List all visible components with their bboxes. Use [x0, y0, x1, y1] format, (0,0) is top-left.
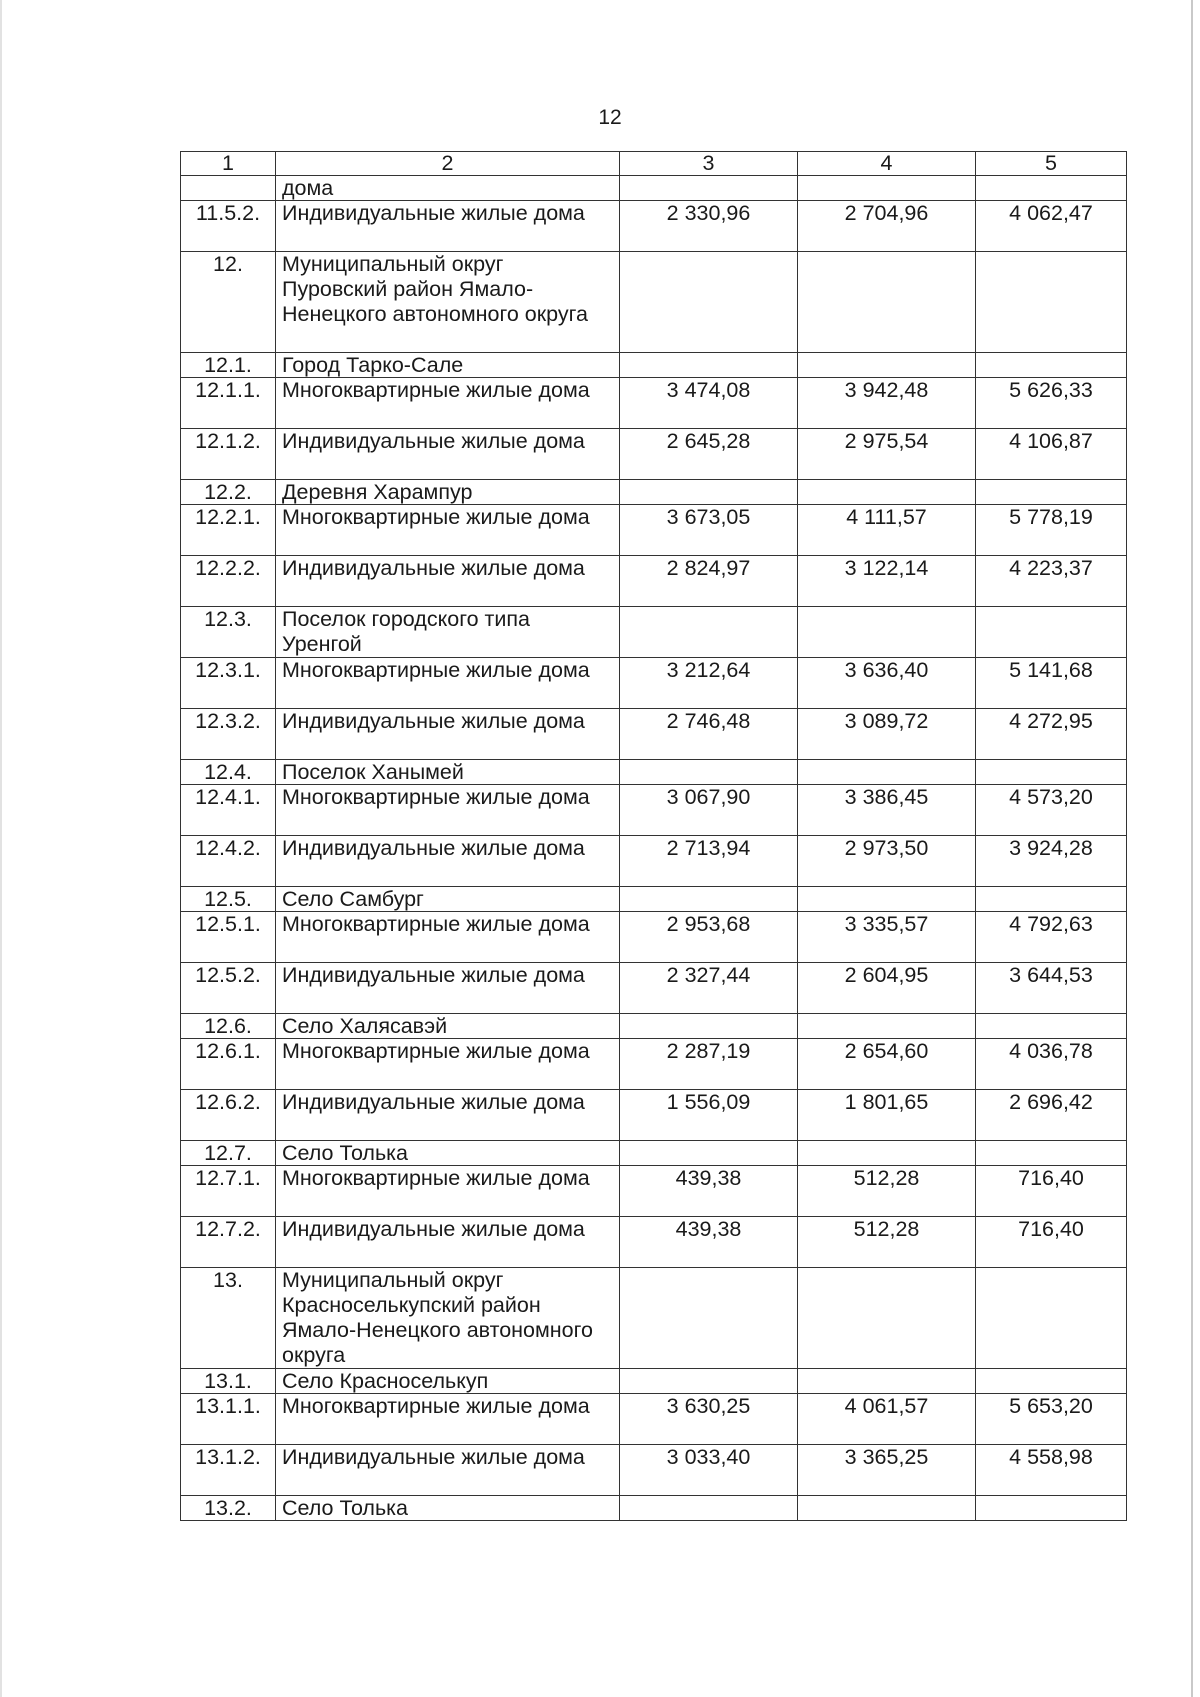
- cell-code: 12.6.2.: [181, 1090, 276, 1141]
- cell-value-5: 5 778,19: [976, 505, 1127, 556]
- cell-value-5: [976, 1268, 1127, 1369]
- cell-code: 12.7.2.: [181, 1217, 276, 1268]
- cell-value-4: 2 654,60: [798, 1039, 976, 1090]
- cell-value-3: [620, 252, 798, 353]
- cell-code: [181, 176, 276, 201]
- cell-name: Многоквартирные жилые дома: [276, 378, 620, 429]
- cell-name: Индивидуальные жилые дома: [276, 201, 620, 252]
- cell-value-3: [620, 1369, 798, 1394]
- table-row: [181, 785, 1127, 836]
- cell-name: Индивидуальные жилые дома: [276, 963, 620, 1014]
- cell-name: Многоквартирные жилые дома: [276, 1166, 620, 1217]
- cell-value-4: [798, 607, 976, 658]
- cell-value-4: [798, 887, 976, 912]
- table-row: [181, 1217, 1127, 1268]
- cell-value-5: 4 036,78: [976, 1039, 1127, 1090]
- cell-name: Село Толька: [276, 1496, 620, 1521]
- cell-code: 12.7.: [181, 1141, 276, 1166]
- header-cell-4: 4: [798, 152, 976, 176]
- cell-name: Село Халясавэй: [276, 1014, 620, 1039]
- table-row: [181, 760, 1127, 785]
- table-row: [181, 912, 1127, 963]
- cell-name: Индивидуальные жилые дома: [276, 836, 620, 887]
- cell-value-4: 3 089,72: [798, 709, 976, 760]
- cell-name: Многоквартирные жилые дома: [276, 785, 620, 836]
- cell-value-5: 4 062,47: [976, 201, 1127, 252]
- cell-code: 12.4.1.: [181, 785, 276, 836]
- cell-value-4: [798, 760, 976, 785]
- table-row: [181, 607, 1127, 658]
- table-row: [181, 1090, 1127, 1141]
- cell-value-4: [798, 1496, 976, 1521]
- cell-name: Поселок Ханымей: [276, 760, 620, 785]
- cell-value-5: 4 558,98: [976, 1445, 1127, 1496]
- scan-right-edge: [1191, 0, 1193, 1697]
- cell-value-4: 3 365,25: [798, 1445, 976, 1496]
- cell-code: 12.: [181, 252, 276, 353]
- table-row: [181, 963, 1127, 1014]
- header-cell-5: 5: [976, 152, 1127, 176]
- cell-value-3: 3 212,64: [620, 658, 798, 709]
- cell-name: Муниципальный округ Красноселькупский район Ямало-Ненецкого автономного округа: [276, 1268, 620, 1369]
- cell-name: Индивидуальные жилые дома: [276, 709, 620, 760]
- cell-value-4: 2 973,50: [798, 836, 976, 887]
- scan-left-edge: [0, 0, 2, 1697]
- cell-code: 12.1.: [181, 353, 276, 378]
- table-row: [181, 709, 1127, 760]
- table-row: [181, 252, 1127, 353]
- cell-value-3: [620, 887, 798, 912]
- cell-value-5: 5 626,33: [976, 378, 1127, 429]
- cell-value-5: 716,40: [976, 1217, 1127, 1268]
- cell-name: Муниципальный округ Пуровский район Ямало-Ненецкого автономного округа: [276, 252, 620, 353]
- cell-value-5: [976, 1369, 1127, 1394]
- table-row: [181, 429, 1127, 480]
- cell-value-5: [976, 480, 1127, 505]
- cell-value-4: [798, 1014, 976, 1039]
- cell-value-4: 4 111,57: [798, 505, 976, 556]
- cell-value-4: 2 604,95: [798, 963, 976, 1014]
- table-row: [181, 1039, 1127, 1090]
- cell-value-5: 4 106,87: [976, 429, 1127, 480]
- table-row: [181, 201, 1127, 252]
- cell-value-4: 2 975,54: [798, 429, 976, 480]
- cell-value-5: 5 141,68: [976, 658, 1127, 709]
- table-row: [181, 1141, 1127, 1166]
- cell-code: 13.: [181, 1268, 276, 1369]
- cell-code: 12.4.2.: [181, 836, 276, 887]
- cell-value-4: 4 061,57: [798, 1394, 976, 1445]
- cell-value-4: [798, 1141, 976, 1166]
- cell-value-4: 1 801,65: [798, 1090, 976, 1141]
- cell-name: Многоквартирные жилые дома: [276, 1039, 620, 1090]
- cell-value-3: 439,38: [620, 1166, 798, 1217]
- table-row: [181, 1166, 1127, 1217]
- table-row: [181, 887, 1127, 912]
- cell-code: 12.1.1.: [181, 378, 276, 429]
- cell-code: 12.4.: [181, 760, 276, 785]
- cell-value-5: 4 272,95: [976, 709, 1127, 760]
- cell-value-4: [798, 176, 976, 201]
- cell-name: Село Толька: [276, 1141, 620, 1166]
- cell-name: Город Тарко-Сале: [276, 353, 620, 378]
- header-cell-3: 3: [620, 152, 798, 176]
- cell-value-5: 3 644,53: [976, 963, 1127, 1014]
- cell-code: 12.3.2.: [181, 709, 276, 760]
- cell-value-3: 3 067,90: [620, 785, 798, 836]
- cell-value-3: [620, 353, 798, 378]
- cell-code: 13.1.1.: [181, 1394, 276, 1445]
- cell-value-5: 716,40: [976, 1166, 1127, 1217]
- cell-value-4: 3 942,48: [798, 378, 976, 429]
- cell-name: Многоквартирные жилые дома: [276, 505, 620, 556]
- cell-name: Деревня Харампур: [276, 480, 620, 505]
- cell-value-5: 4 223,37: [976, 556, 1127, 607]
- cell-value-4: 512,28: [798, 1217, 976, 1268]
- cell-value-3: [620, 1268, 798, 1369]
- cell-name: Многоквартирные жилые дома: [276, 912, 620, 963]
- cell-value-3: [620, 176, 798, 201]
- cell-value-4: [798, 252, 976, 353]
- cell-value-5: 4 573,20: [976, 785, 1127, 836]
- cell-value-4: [798, 1369, 976, 1394]
- cell-value-5: [976, 607, 1127, 658]
- cell-value-4: 3 636,40: [798, 658, 976, 709]
- table-row: [181, 378, 1127, 429]
- cell-value-4: 3 122,14: [798, 556, 976, 607]
- cell-code: 12.1.2.: [181, 429, 276, 480]
- header-row: [181, 152, 1127, 176]
- cell-name: дома: [276, 176, 620, 201]
- cell-value-3: 439,38: [620, 1217, 798, 1268]
- cell-value-5: [976, 760, 1127, 785]
- cell-name: Многоквартирные жилые дома: [276, 658, 620, 709]
- table-row: [181, 1496, 1127, 1521]
- cell-code: 12.6.1.: [181, 1039, 276, 1090]
- cell-code: 12.5.2.: [181, 963, 276, 1014]
- cell-value-5: 4 792,63: [976, 912, 1127, 963]
- cell-name: Многоквартирные жилые дома: [276, 1394, 620, 1445]
- cell-name: Индивидуальные жилые дома: [276, 556, 620, 607]
- cell-value-3: 2 953,68: [620, 912, 798, 963]
- cell-value-4: [798, 480, 976, 505]
- table-row: [181, 1394, 1127, 1445]
- cell-value-4: [798, 1268, 976, 1369]
- cell-value-4: [798, 353, 976, 378]
- cell-name: Индивидуальные жилые дома: [276, 1090, 620, 1141]
- cell-code: 12.3.: [181, 607, 276, 658]
- cell-value-5: [976, 887, 1127, 912]
- cell-value-3: 2 327,44: [620, 963, 798, 1014]
- cell-code: 13.1.2.: [181, 1445, 276, 1496]
- cell-name: Поселок городского типа Уренгой: [276, 607, 620, 658]
- cell-value-3: 2 746,48: [620, 709, 798, 760]
- cell-value-5: 5 653,20: [976, 1394, 1127, 1445]
- cell-name: Индивидуальные жилые дома: [276, 1217, 620, 1268]
- cell-value-4: 3 335,57: [798, 912, 976, 963]
- cell-value-4: 2 704,96: [798, 201, 976, 252]
- cell-code: 12.7.1.: [181, 1166, 276, 1217]
- header-cell-2: 2: [276, 152, 620, 176]
- cell-value-3: [620, 607, 798, 658]
- cell-name: Село Самбург: [276, 887, 620, 912]
- cell-value-5: 2 696,42: [976, 1090, 1127, 1141]
- cell-code: 13.2.: [181, 1496, 276, 1521]
- cell-value-5: [976, 176, 1127, 201]
- cell-value-3: 3 033,40: [620, 1445, 798, 1496]
- table-row: [181, 658, 1127, 709]
- tariff-table: [180, 151, 1127, 1521]
- cell-code: 12.5.: [181, 887, 276, 912]
- cell-code: 12.2.1.: [181, 505, 276, 556]
- cell-value-3: [620, 1014, 798, 1039]
- cell-code: 12.6.: [181, 1014, 276, 1039]
- cell-value-3: 2 287,19: [620, 1039, 798, 1090]
- cell-value-3: 3 474,08: [620, 378, 798, 429]
- cell-value-3: 2 645,28: [620, 429, 798, 480]
- cell-value-5: 3 924,28: [976, 836, 1127, 887]
- table-row: [181, 1445, 1127, 1496]
- table-row: [181, 505, 1127, 556]
- cell-value-3: 1 556,09: [620, 1090, 798, 1141]
- cell-code: 13.1.: [181, 1369, 276, 1394]
- table-row: [181, 1014, 1127, 1039]
- cell-value-4: 512,28: [798, 1166, 976, 1217]
- cell-value-3: 3 630,25: [620, 1394, 798, 1445]
- header-cell-1: 1: [181, 152, 276, 176]
- cell-value-3: 2 713,94: [620, 836, 798, 887]
- cell-value-3: [620, 480, 798, 505]
- cell-code: 11.5.2.: [181, 201, 276, 252]
- cell-code: 12.3.1.: [181, 658, 276, 709]
- table-row: [181, 556, 1127, 607]
- cell-code: 12.5.1.: [181, 912, 276, 963]
- cell-value-5: [976, 1496, 1127, 1521]
- table-row: [181, 836, 1127, 887]
- table-row: [181, 1369, 1127, 1394]
- table-body: [181, 152, 1127, 1521]
- cell-value-5: [976, 252, 1127, 353]
- cell-value-5: [976, 353, 1127, 378]
- table-row: [181, 353, 1127, 378]
- table-row: [181, 1268, 1127, 1369]
- cell-code: 12.2.2.: [181, 556, 276, 607]
- cell-value-5: [976, 1014, 1127, 1039]
- cell-value-3: [620, 1141, 798, 1166]
- cell-value-3: 3 673,05: [620, 505, 798, 556]
- cell-value-3: 2 824,97: [620, 556, 798, 607]
- cell-name: Индивидуальные жилые дома: [276, 1445, 620, 1496]
- page-number: 12: [598, 106, 622, 129]
- cell-value-3: 2 330,96: [620, 201, 798, 252]
- cell-name: Индивидуальные жилые дома: [276, 429, 620, 480]
- cell-value-3: [620, 760, 798, 785]
- cell-name: Село Красноселькуп: [276, 1369, 620, 1394]
- cell-code: 12.2.: [181, 480, 276, 505]
- continuation-row: [181, 176, 1127, 201]
- cell-value-4: 3 386,45: [798, 785, 976, 836]
- cell-value-3: [620, 1496, 798, 1521]
- cell-value-5: [976, 1141, 1127, 1166]
- table-row: [181, 480, 1127, 505]
